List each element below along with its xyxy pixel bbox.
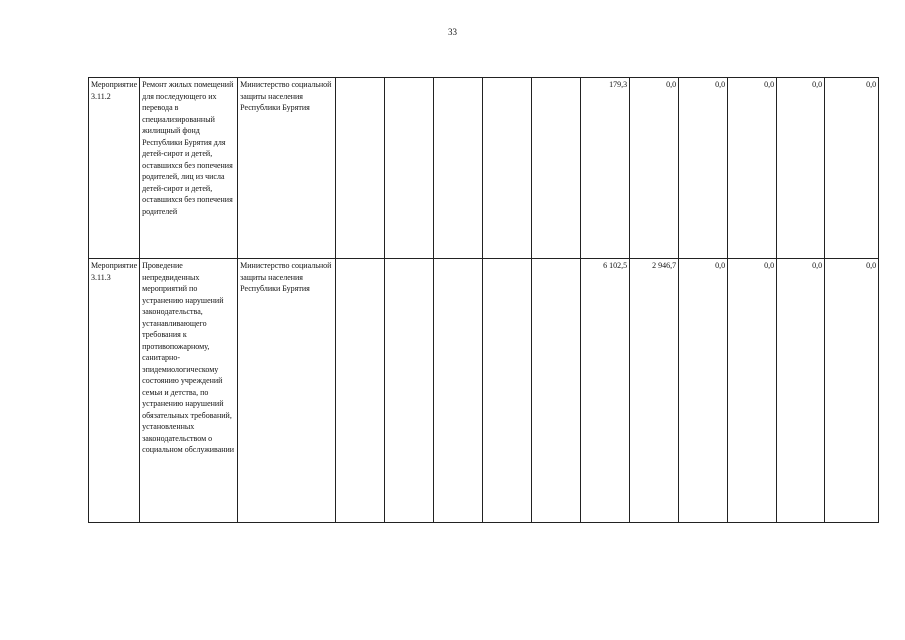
empty-cell (385, 78, 434, 259)
value-cell: 0,0 (825, 259, 879, 523)
empty-cell (483, 259, 532, 523)
measure-code-cell: Мероприятие 3.11.3 (89, 259, 140, 523)
empty-cell (385, 259, 434, 523)
value-cell: 0,0 (728, 259, 777, 523)
executor-cell: Министерство социальной защиты населения Республики Бурятия (238, 78, 336, 259)
measure-name-cell: Проведение непредвиденных мероприятий по устранению нарушений законодательства, устанавливающего требования к противопожарному, санитарно-эпидемиологическому состоянию учреждений семьи и детства, по устранению нарушений обязательных требований, установленных законодательством о социальном обслуживании (140, 259, 238, 523)
value-cell: 0,0 (777, 259, 825, 523)
table-row (89, 259, 879, 523)
value-cell: 0,0 (728, 78, 777, 259)
measure-code-cell: Мероприятие 3.11.2 (89, 78, 140, 259)
empty-cell (483, 78, 532, 259)
value-cell: 0,0 (679, 78, 728, 259)
empty-cell (336, 78, 385, 259)
value-cell: 0,0 (679, 259, 728, 523)
page-number: 33 (448, 27, 457, 37)
measure-name-cell: Ремонт жилых помещений для последующего их перевода в специализированный жилищный фонд Республики Бурятия для детей-сирот и детей, оставшихся без попечения родителей, лиц из числа детей-сирот и детей, оставшихся без попечения родителей (140, 78, 238, 259)
executor-cell: Министерство социальной защиты населения Республики Бурятия (238, 259, 336, 523)
empty-cell (434, 78, 483, 259)
empty-cell (336, 259, 385, 523)
empty-cell (532, 78, 581, 259)
empty-cell (532, 259, 581, 523)
value-cell: 0,0 (630, 78, 679, 259)
value-cell: 179,3 (581, 78, 630, 259)
program-table (88, 77, 879, 523)
empty-cell (434, 259, 483, 523)
value-cell: 6 102,5 (581, 259, 630, 523)
value-cell: 2 946,7 (630, 259, 679, 523)
value-cell: 0,0 (777, 78, 825, 259)
value-cell: 0,0 (825, 78, 879, 259)
table-row (89, 78, 879, 259)
